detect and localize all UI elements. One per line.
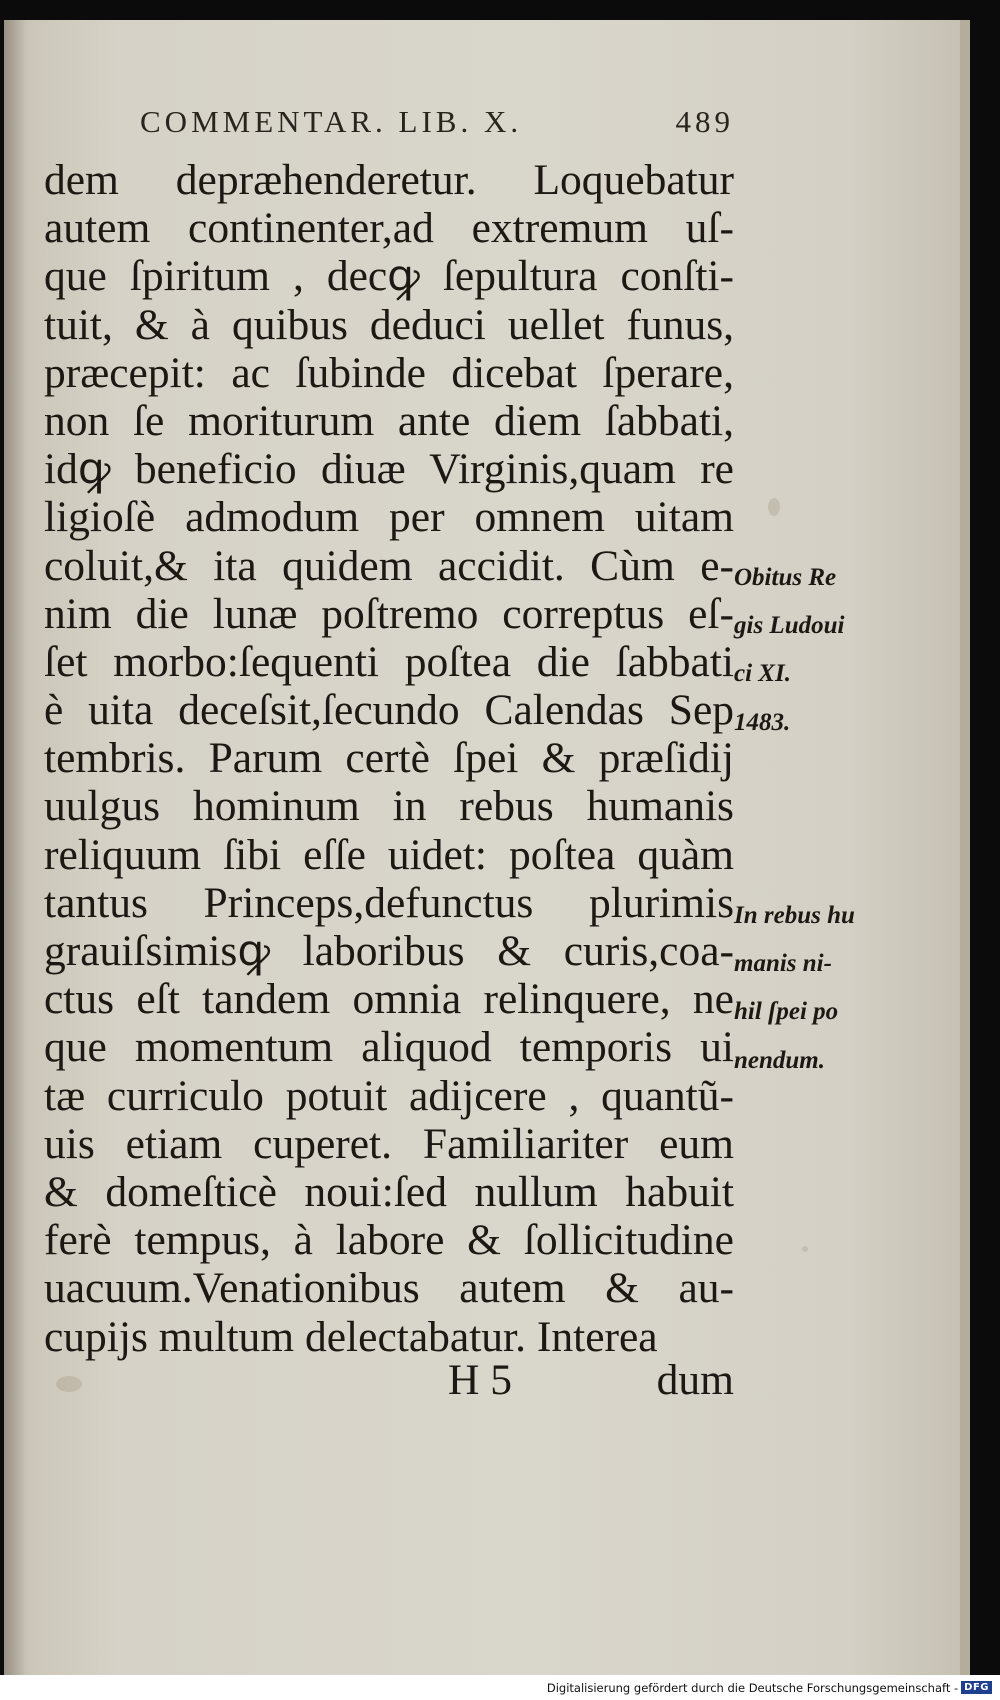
marginal-note-line: ci XI.: [734, 660, 791, 688]
text-line: idꝙ beneficio diuæ Virginis,quam re: [44, 445, 734, 494]
text-line: non ſe moriturum ante diem ſabbati,: [44, 396, 734, 445]
digitization-footer: [0, 1675, 1000, 1700]
marginal-note-line: gis Ludoui: [734, 612, 845, 640]
text-line: uulgus hominum in rebus humanis: [44, 782, 734, 831]
marginal-note-line: In rebus hu: [734, 902, 855, 929]
text-line: è uita deceſsit,ſecundo Calendas Sep: [44, 686, 734, 735]
text-line: tæ curriculo potuit adijcere , quantũ-: [44, 1071, 734, 1120]
text-line: uis etiam cuperet. Familiariter eum: [44, 1119, 734, 1168]
text-line: tuit, & à quibus deduci uellet funus,: [44, 300, 734, 349]
marginal-note-line: Obitus Re: [734, 564, 837, 591]
text-line: dem depræhenderetur. Loquebatur: [44, 156, 734, 204]
text-line: ligioſè admodum per omnem uitam: [44, 493, 734, 542]
text-line: nim die lunæ poſtremo correptus eſ-: [44, 589, 734, 638]
marginal-note-obitus: [734, 554, 894, 747]
marginal-note-line: manis ni-: [734, 950, 832, 978]
book-page: [4, 20, 970, 1675]
dfg-logo: DFG: [961, 1681, 992, 1694]
text-line: tembris. Parum certè ſpei & præſidij: [44, 734, 734, 783]
gutter-shadow: [4, 20, 26, 1675]
text-line: coluit,& ita quidem accidit. Cùm e-: [44, 541, 734, 590]
text-line: que ſpiritum , decꝙ ſepultura conſti-: [44, 252, 734, 301]
text-line: & domeſticè noui:ſed nullum habuit: [44, 1167, 734, 1216]
text-line: ctus eſt tandem omnia relinquere, ne: [44, 975, 734, 1024]
marginal-note-in-rebus: [734, 892, 894, 1085]
text-line: reliquum ſibi eſſe uidet: poſtea quàm: [44, 830, 734, 879]
text-line: grauiſsimisꝙ laboribus & curis,coa-: [44, 927, 734, 975]
text-line: ferè tempus, à labore & ſollicitudine: [44, 1216, 734, 1265]
text-line: que momentum aliquod temporis ui: [44, 1023, 734, 1072]
text-line: uacuum.Venationibus autem & au-: [44, 1264, 734, 1313]
catchline: [44, 1356, 734, 1404]
text-line: ſet morbo:ſequenti poſtea die ſabbati: [44, 637, 734, 686]
text-line: præcepit: ac ſubinde dicebat ſperare,: [44, 348, 734, 397]
text-line: tantus Princeps,defunctus plurimis: [44, 878, 734, 927]
footer-credit: Digitalisierung gefördert durch die Deutsche Forschungsgemeinschaft -: [546, 1680, 959, 1695]
catchword: dum: [656, 1356, 734, 1404]
marginal-note-line: nendum.: [734, 1046, 826, 1074]
paper-stain: [56, 1376, 82, 1392]
paper-stain: [768, 498, 780, 516]
paper-stain: [802, 1246, 808, 1252]
text-line: cupijs multum delectabatur. Interea: [44, 1312, 658, 1361]
signature-mark: H 5: [448, 1356, 513, 1404]
running-head: [140, 104, 734, 140]
page-number: 489: [675, 104, 734, 139]
running-head-title: COMMENTAR. LIB. X.: [140, 104, 523, 139]
text-line: autem continenter,ad extremum uſ-: [44, 204, 734, 253]
marginal-note-line: hil ſpei po: [734, 998, 839, 1026]
marginal-note-line: 1483.: [734, 708, 791, 736]
body-text: [44, 156, 734, 1361]
